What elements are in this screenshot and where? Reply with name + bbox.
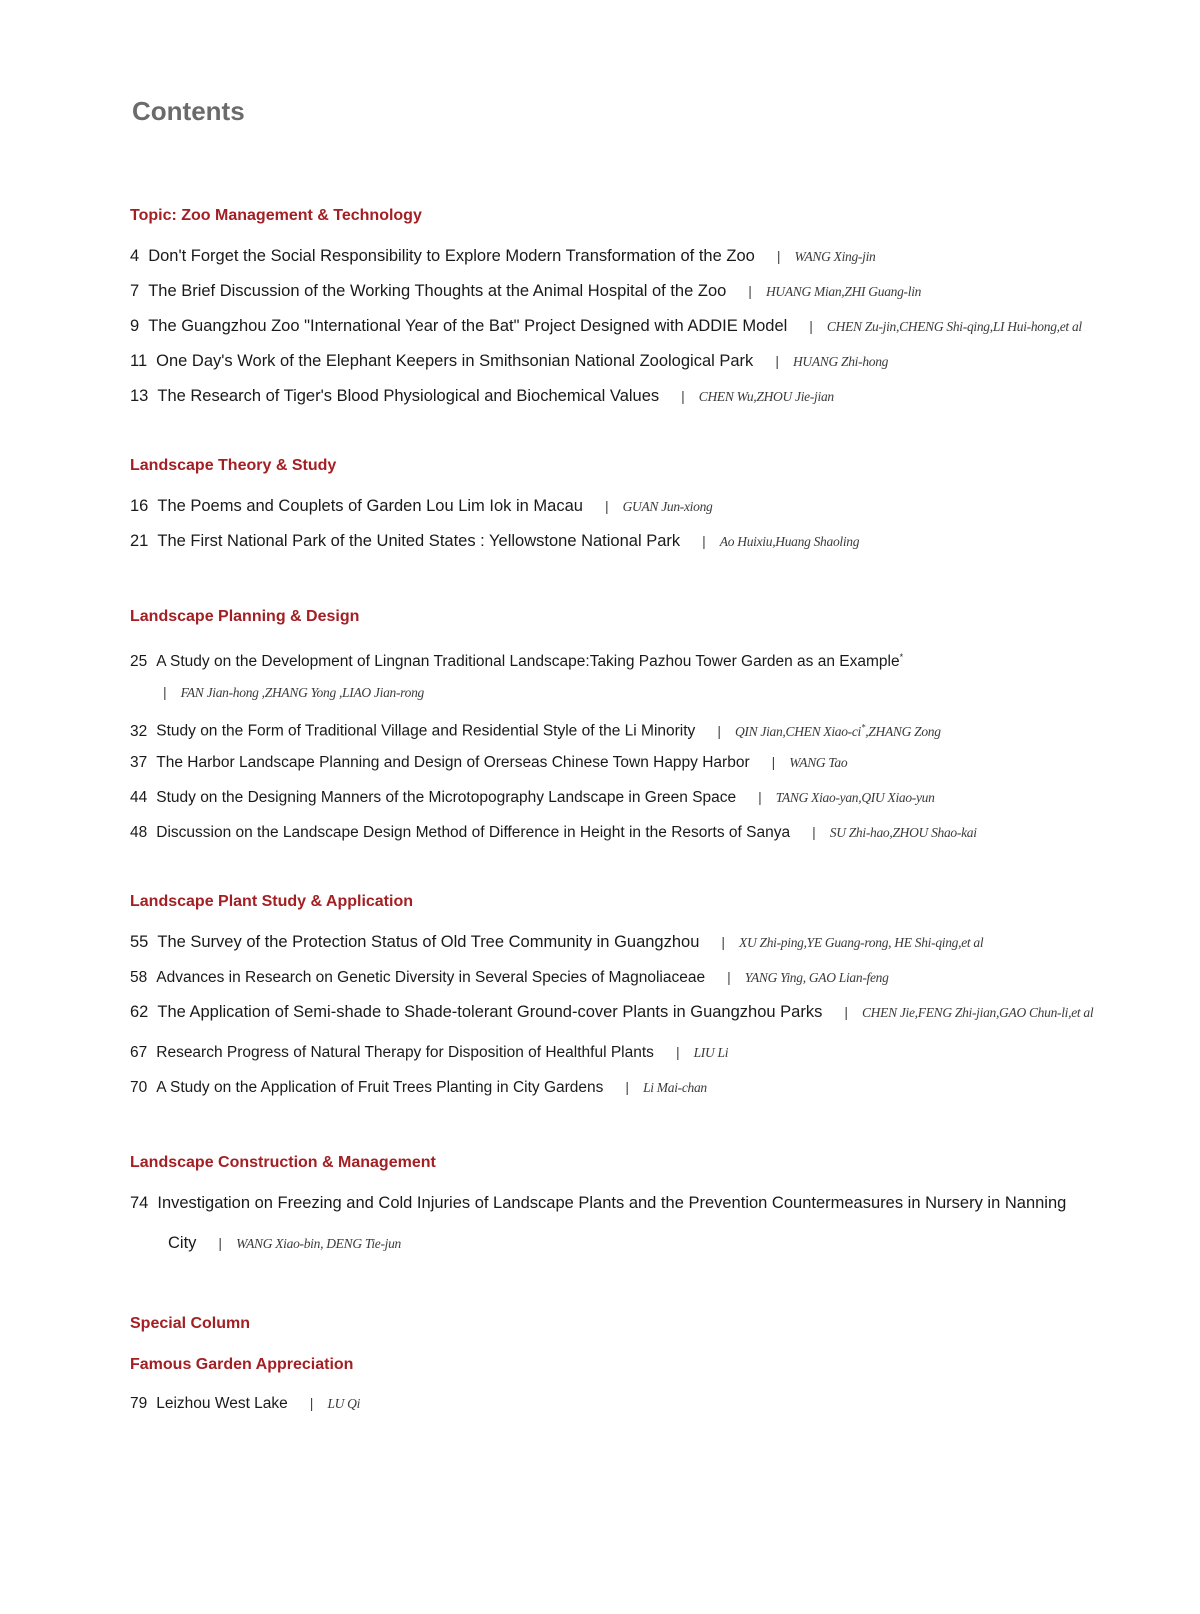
separator: | — [776, 248, 781, 264]
article-title: Advances in Research on Genetic Diversity in Several Species of Magnoliaceae — [156, 969, 706, 986]
article-title: The Research of Tiger's Blood Physiological and Biochemical Values — [157, 387, 660, 405]
article-authors: Ao Huixiu,Huang Shaoling — [719, 534, 860, 549]
toc-entry[interactable] — [130, 1391, 360, 1415]
section-title: Topic: Zoo Management & Technology — [130, 207, 422, 224]
page-number: 4 — [130, 247, 140, 265]
article-authors: LU Qi — [327, 1396, 361, 1411]
article-title: Leizhou West Lake — [156, 1395, 288, 1412]
separator: | — [681, 388, 685, 404]
separator: | — [163, 684, 167, 700]
toc-entry[interactable] — [130, 930, 983, 954]
article-authors: Li Mai-chan — [643, 1080, 707, 1095]
article-title: The First National Park of the United States : Yellowstone National Park — [157, 532, 681, 550]
section-title: Landscape Construction & Management — [130, 1154, 436, 1171]
separator: | — [812, 824, 816, 840]
article-authors: GUAN Jun-xiong — [622, 499, 713, 514]
toc-entry[interactable] — [130, 1040, 728, 1064]
separator: | — [625, 1079, 630, 1095]
separator: | — [218, 1235, 223, 1251]
toc-entry[interactable] — [130, 750, 847, 774]
article-title: The Guangzhou Zoo "International Year of the Bat" Project Designed with ADDIE Model — [148, 317, 788, 335]
page-number: 7 — [130, 282, 140, 300]
page-number: 62 — [130, 1003, 149, 1021]
page-title: Contents — [132, 96, 245, 126]
article-authors: WANG Tao — [789, 755, 848, 770]
page-number: 11 — [130, 352, 148, 370]
page-number: 70 — [130, 1079, 148, 1096]
page-number: 55 — [130, 933, 149, 951]
toc-entry[interactable] — [130, 820, 977, 844]
separator: | — [771, 754, 776, 770]
page-number: 44 — [130, 789, 148, 806]
toc-entry[interactable] — [130, 1000, 1093, 1024]
section-title: Landscape Theory & Study — [130, 457, 337, 474]
section-title: Landscape Plant Study & Application — [130, 893, 413, 910]
page-number: 74 — [130, 1194, 149, 1212]
toc-entry[interactable] — [130, 965, 889, 989]
toc-entry[interactable] — [130, 715, 941, 739]
toc-entry[interactable] — [130, 1191, 1066, 1215]
separator: | — [775, 353, 779, 369]
toc-entry[interactable] — [130, 314, 1082, 338]
footnote-mark: * — [861, 722, 866, 732]
page-number: 32 — [130, 722, 148, 740]
page-number: 16 — [130, 497, 149, 515]
separator: | — [717, 722, 721, 739]
separator: | — [702, 533, 706, 549]
article-title: Don't Forget the Social Responsibility to Explore Modern Transformation of the Zoo — [148, 247, 755, 265]
authors-part: QIN Jian,CHEN Xiao-ci — [734, 723, 862, 739]
page-number: 58 — [130, 969, 148, 986]
article-authors: CHEN Jie,FENG Zhi-jian,GAO Chun-li,et al — [861, 1005, 1094, 1020]
article-title: The Poems and Couplets of Garden Lou Lim Iok in Macau — [157, 497, 583, 515]
toc-entry[interactable] — [130, 279, 921, 303]
article-authors: XU Zhi-ping,YE Guang-rong, HE Shi-qing,et al — [739, 935, 984, 950]
toc-entry[interactable] — [130, 785, 935, 809]
article-title: The Harbor Landscape Planning and Design of Orerseas Chinese Town Happy Harbor — [156, 754, 750, 771]
article-authors: WANG Xiao-bin, DENG Tie-jun — [236, 1236, 402, 1251]
section-subtitle: Famous Garden Appreciation — [130, 1356, 354, 1373]
article-authors: YANG Ying, GAO Lian-feng — [744, 970, 889, 985]
toc-entry-continuation[interactable] — [163, 680, 424, 704]
separator: | — [758, 789, 762, 805]
article-title: Discussion on the Landscape Design Method of Difference in Height in the Resorts of Sanya — [156, 824, 791, 841]
toc-entry-continuation[interactable] — [168, 1231, 401, 1255]
article-authors: WANG Xing-jin — [794, 249, 876, 264]
article-title: A Study on the Development of Lingnan Traditional Landscape:Taking Pazhou Tower Garden as an Example — [156, 653, 900, 671]
separator: | — [675, 1044, 680, 1060]
page-number: 37 — [130, 754, 148, 771]
article-authors: CHEN Wu,ZHOU Jie-jian — [698, 389, 834, 404]
separator: | — [604, 498, 609, 514]
section-title: Special Column — [130, 1315, 251, 1332]
page-number: 21 — [130, 532, 149, 550]
toc-entry[interactable] — [130, 244, 875, 268]
article-authors — [735, 724, 941, 739]
article-authors: FAN Jian-hong ,ZHANG Yong ,LIAO Jian-rong — [180, 685, 424, 700]
article-title-continuation: City — [168, 1234, 197, 1252]
page-number: 67 — [130, 1044, 148, 1061]
page-number: 9 — [130, 317, 140, 335]
separator: | — [727, 969, 731, 985]
article-title: The Application of Semi-shade to Shade-tolerant Ground-cover Plants in Guangzhou Parks — [157, 1003, 823, 1021]
article-authors: SU Zhi-hao,ZHOU Shao-kai — [829, 825, 977, 840]
article-title: Investigation on Freezing and Cold Injuries of Landscape Plants and the Prevention Countermeasures in Nursery in Nanning — [157, 1194, 1067, 1212]
article-authors: CHEN Zu-jin,CHENG Shi-qing,LI Hui-hong,et al — [826, 319, 1082, 334]
separator: | — [309, 1395, 314, 1411]
page-number: 79 — [130, 1395, 148, 1412]
article-title: Research Progress of Natural Therapy for Disposition of Healthful Plants — [156, 1044, 654, 1061]
separator: | — [721, 934, 726, 950]
article-title: The Survey of the Protection Status of Old Tree Community in Guangzhou — [157, 933, 700, 951]
toc-entry[interactable] — [130, 529, 859, 553]
authors-part: ,ZHANG Zong — [865, 723, 941, 739]
article-authors: HUANG Mian,ZHI Guang-lin — [765, 284, 922, 299]
article-title: Study on the Designing Manners of the Microtopography Landscape in Green Space — [156, 789, 737, 806]
article-authors: HUANG Zhi-hong — [792, 354, 889, 369]
toc-entry[interactable] — [130, 645, 903, 669]
separator: | — [748, 283, 752, 299]
article-authors: LIU Li — [693, 1045, 729, 1060]
toc-entry[interactable] — [130, 1075, 707, 1099]
separator: | — [844, 1004, 848, 1020]
article-authors: TANG Xiao-yan,QIU Xiao-yun — [775, 790, 935, 805]
page-number: 48 — [130, 824, 148, 841]
toc-entry[interactable] — [130, 384, 834, 408]
section-title: Landscape Planning & Design — [130, 608, 360, 625]
footnote-mark: * — [899, 652, 904, 662]
article-title: Study on the Form of Traditional Village and Residential Style of the Li Minority — [156, 722, 696, 740]
separator: | — [809, 318, 813, 334]
toc-entry[interactable] — [130, 349, 888, 373]
article-title: A Study on the Application of Fruit Trees Planting in City Gardens — [156, 1079, 604, 1096]
article-title: The Brief Discussion of the Working Thoughts at the Animal Hospital of the Zoo — [148, 282, 727, 300]
article-title: One Day's Work of the Elephant Keepers in Smithsonian National Zoological Park — [156, 352, 754, 370]
toc-entry[interactable] — [130, 494, 712, 518]
page-number: 25 — [130, 653, 148, 671]
page-number: 13 — [130, 387, 149, 405]
